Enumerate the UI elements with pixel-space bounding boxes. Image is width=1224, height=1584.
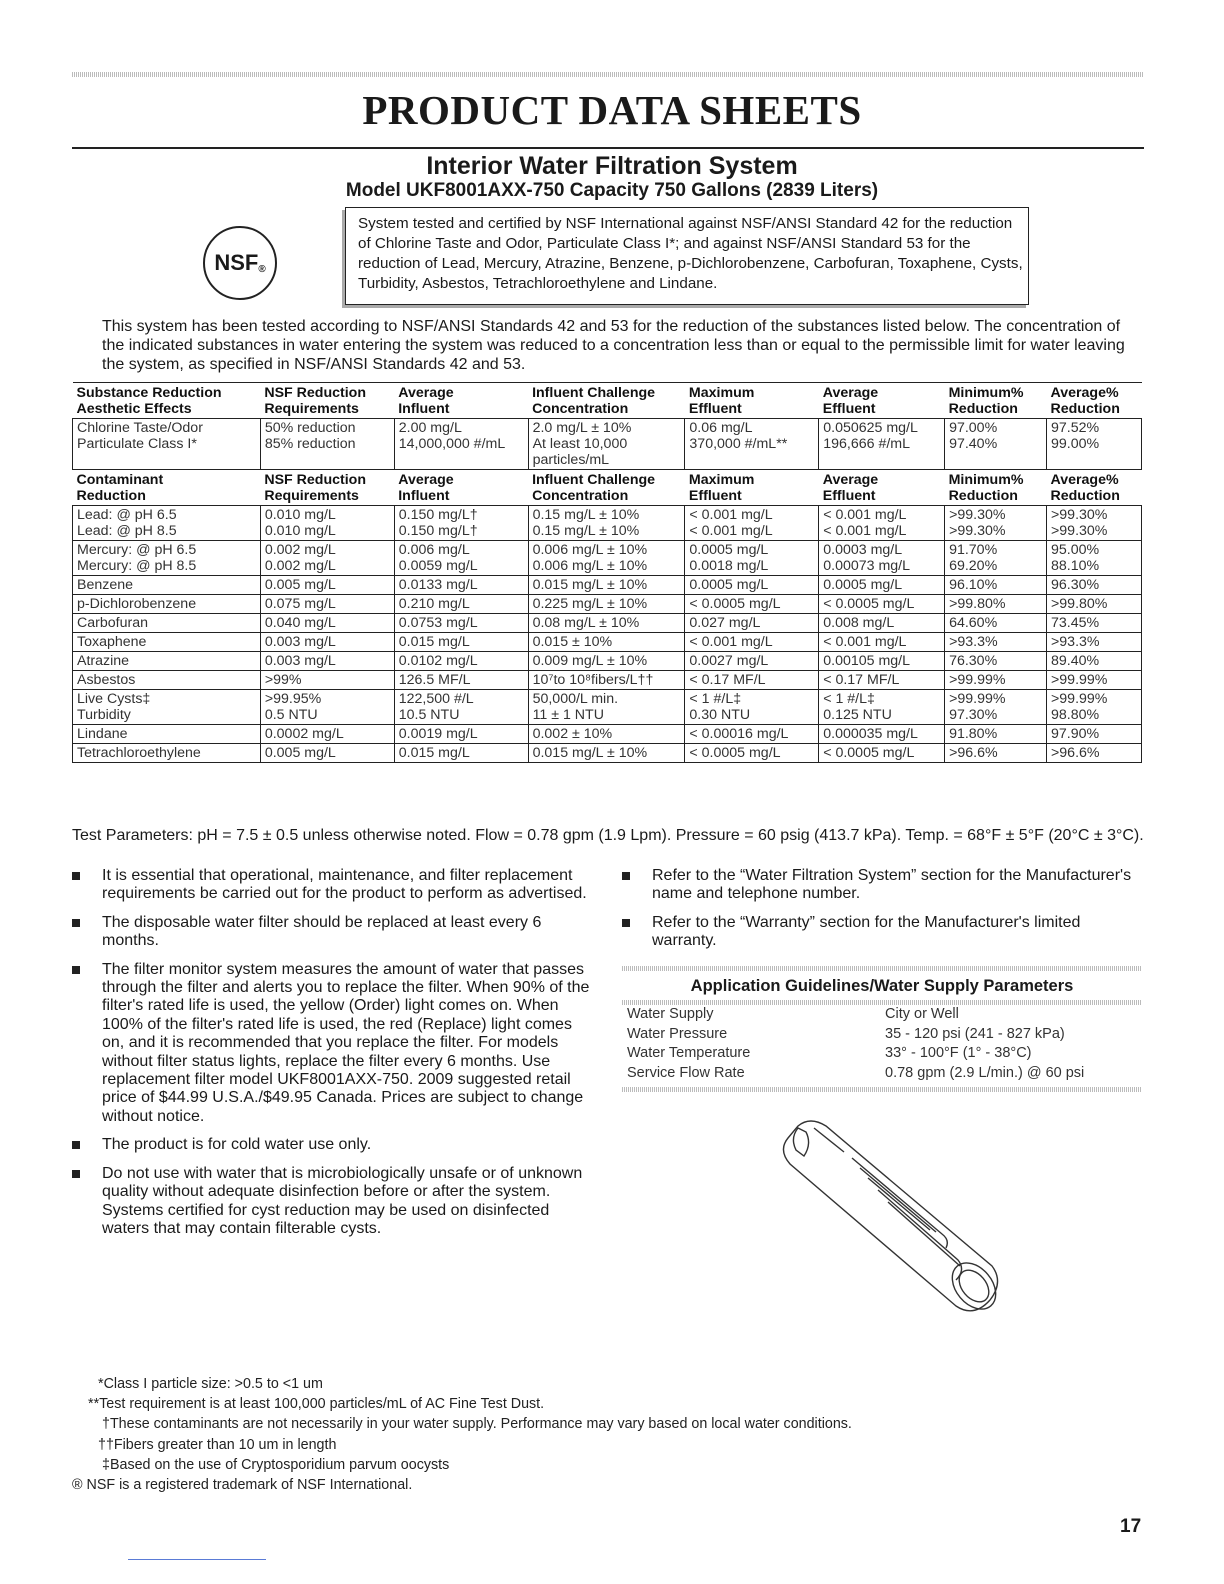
table-cell: 97.90%	[1047, 725, 1142, 744]
table-header-cell: NSF Reduction Requirements	[260, 383, 394, 419]
footnote: **Test requirement is at least 100,000 particles/mL of AC Fine Test Dust.	[88, 1396, 545, 1413]
table-row	[73, 633, 1142, 652]
table-cell: 10⁷to 10⁸fibers/L††	[528, 671, 685, 690]
table-cell: 0.010 mg/L 0.010 mg/L	[260, 506, 394, 541]
table-cell: 126.5 MF/L	[394, 671, 528, 690]
table-header-row	[73, 383, 1142, 419]
table-row	[73, 671, 1142, 690]
table-cell: Lindane	[73, 725, 261, 744]
table-cell: 0.006 mg/L 0.0059 mg/L	[394, 541, 528, 576]
table-cell: Tetrachloroethylene	[73, 744, 261, 763]
table-cell: 0.0002 mg/L	[260, 725, 394, 744]
table-cell: 0.00105 mg/L	[819, 652, 945, 671]
table-row	[73, 576, 1142, 595]
table-cell: Benzene	[73, 576, 261, 595]
table-cell: >93.3%	[1047, 633, 1142, 652]
table-header-row	[73, 470, 1142, 506]
bullet-item: Do not use with water that is microbiologically unsafe or of unknown quality without adequate disinfection before or after the system. Systems certified for cyst reduction may be used on disinfected waters that may contain filterable cysts.	[72, 1165, 592, 1239]
table-cell: 0.008 mg/L	[819, 614, 945, 633]
table-cell: Mercury: @ pH 6.5 Mercury: @ pH 8.5	[73, 541, 261, 576]
table-header-cell: Maximum Effluent	[685, 470, 819, 506]
table-header-cell: Average% Reduction	[1047, 383, 1142, 419]
application-row	[622, 1044, 1142, 1064]
nsf-logo	[203, 226, 277, 300]
table-cell: < 0.001 mg/L < 0.001 mg/L	[819, 506, 945, 541]
table-row	[73, 690, 1142, 725]
table-cell: 0.027 mg/L	[685, 614, 819, 633]
table-row	[73, 725, 1142, 744]
table-cell: 0.0005 mg/L	[685, 576, 819, 595]
application-row	[622, 1064, 1142, 1084]
certification-box: System tested and certified by NSF International against NSF/ANSI Standard 42 for the reduction of Chlorine Taste and Odor, Particulate Class I*; and against NSF/ANSI Standard 53 for the reduction of Lead, Mercury, Atrazine, Benzene, p-Dichlorobenzene, Carbofuran, Toxaphene, Cysts, Turbidity, Asbestos, Tetrachloroethylene and Lindane.	[345, 207, 1029, 305]
bullet-item: Refer to the “Water Filtration System” section for the Manufacturer's name and telephone number.	[622, 867, 1142, 904]
table-header-cell: Influent Challenge Concentration	[528, 383, 685, 419]
table-cell: 0.015 mg/L ± 10%	[528, 576, 685, 595]
bullet-list-left	[72, 867, 592, 1248]
table-cell: 97.52% 99.00%	[1047, 419, 1142, 470]
water-filter-illustration	[760, 1120, 1020, 1320]
table-cell: 0.009 mg/L ± 10%	[528, 652, 685, 671]
table-cell: >99.80%	[1047, 595, 1142, 614]
table-cell: Asbestos	[73, 671, 261, 690]
table-cell: 91.80%	[945, 725, 1047, 744]
table-cell: 0.15 mg/L ± 10% 0.15 mg/L ± 10%	[528, 506, 685, 541]
top-dotted-rule	[72, 72, 1144, 77]
table-header-cell: Average Effluent	[819, 470, 945, 506]
table-row	[73, 541, 1142, 576]
table-cell: 95.00% 88.10%	[1047, 541, 1142, 576]
table-cell: 0.005 mg/L	[260, 576, 394, 595]
table-row	[73, 595, 1142, 614]
table-cell: >93.3%	[945, 633, 1047, 652]
table-cell: >99.30% >99.30%	[1047, 506, 1142, 541]
model-line: Model UKF8001AXX-750 Capacity 750 Gallons (2839 Liters)	[345, 180, 879, 201]
table-cell: 0.0133 mg/L	[394, 576, 528, 595]
table-row	[73, 614, 1142, 633]
table-cell: 0.015 ± 10%	[528, 633, 685, 652]
table-cell: >99.99%	[1047, 671, 1142, 690]
application-title: Application Guidelines/Water Supply Parameters	[690, 977, 1074, 995]
bullet-item: It is essential that operational, maintenance, and filter replacement requirements be carried out for the product to perform as advertised.	[72, 867, 592, 904]
nsf-logo-text: NSF	[214, 250, 259, 275]
parameter-label: Water Temperature	[627, 1045, 751, 1062]
table-cell: 0.210 mg/L	[394, 595, 528, 614]
parameter-value: City or Well	[885, 1006, 959, 1022]
nsf-logo-reg: ®	[258, 263, 266, 275]
table-cell: 2.00 mg/L 14,000,000 #/mL	[394, 419, 528, 470]
table-cell: 0.002 ± 10%	[528, 725, 685, 744]
table-row	[73, 744, 1142, 763]
table-cell: >99.95% 0.5 NTU	[260, 690, 394, 725]
table-cell: >99.99% 97.30%	[945, 690, 1047, 725]
table-cell: 96.10%	[945, 576, 1047, 595]
table-header-cell: Maximum Effluent	[685, 383, 819, 419]
table-cell: 0.003 mg/L	[260, 633, 394, 652]
parameter-label: Service Flow Rate	[627, 1065, 745, 1082]
parameter-value: 0.78 gpm (2.9 L/min.) @ 60 psi	[885, 1065, 1085, 1082]
table-cell: 50% reduction 85% reduction	[260, 419, 394, 470]
table-cell: 0.0753 mg/L	[394, 614, 528, 633]
page-title: PRODUCT DATA SHEETS	[362, 87, 862, 133]
table-cell: Atrazine	[73, 652, 261, 671]
table-row	[73, 652, 1142, 671]
table-header-cell: Contaminant Reduction	[73, 470, 261, 506]
table-header-cell: Influent Challenge Concentration	[528, 470, 685, 506]
table-cell: >99.30% >99.30%	[945, 506, 1047, 541]
table-cell: 0.005 mg/L	[260, 744, 394, 763]
table-cell: 0.050625 mg/L 196,666 #/mL	[819, 419, 945, 470]
title-rule	[72, 147, 1144, 149]
table-cell: 0.0003 mg/L 0.00073 mg/L	[819, 541, 945, 576]
table-cell: 0.0102 mg/L	[394, 652, 528, 671]
table-header-cell: Minimum% Reduction	[945, 470, 1047, 506]
table-cell: 0.075 mg/L	[260, 595, 394, 614]
table-header-cell: NSF Reduction Requirements	[260, 470, 394, 506]
bullet-list-right	[622, 867, 1142, 961]
table-cell: 0.0005 mg/L 0.0018 mg/L	[685, 541, 819, 576]
bullet-item: The filter monitor system measures the amount of water that passes through the filter and alerts you to replace the filter. When 90% of the filter's rated life is used, the yellow (Order) light comes on. When 100% of the filter's rated life is used, the red (Replace) light comes on, and it is recommended that you replace the filter. For models without filter status lights, replace the filter every 6 months. Use replacement filter model UKF8001AXX-750. 2009 suggested retail price of $44.99 U.S.A./$49.95 Canada. Prices are subject to change without notice.	[72, 961, 592, 1127]
bullet-item: The disposable water filter should be replaced at least every 6 months.	[72, 914, 592, 951]
table-cell: >99%	[260, 671, 394, 690]
table-cell: 0.06 mg/L 370,000 #/mL**	[685, 419, 819, 470]
table-cell: 0.150 mg/L† 0.150 mg/L†	[394, 506, 528, 541]
section-subtitle: Interior Water Filtration System	[426, 152, 798, 180]
table-cell: 50,000/L min. 11 ± 1 NTU	[528, 690, 685, 725]
table-cell: < 0.0005 mg/L	[819, 595, 945, 614]
table-cell: 122,500 #/L 10.5 NTU	[394, 690, 528, 725]
application-table	[622, 1005, 1142, 1084]
table-cell: 0.015 mg/L	[394, 744, 528, 763]
parameter-value: 35 - 120 psi (241 - 827 kPa)	[885, 1025, 1065, 1042]
footnote: ‡Based on the use of Cryptosporidium parvum oocysts	[102, 1456, 450, 1473]
table-cell: < 1 #/L‡ 0.30 NTU	[685, 690, 819, 725]
test-parameters: Test Parameters: pH = 7.5 ± 0.5 unless otherwise noted. Flow = 0.78 gpm (1.9 Lpm). Pressure = 60 psig (413.7 kPa). Temp. = 68°F ± 5°F (20°C ± 3°C).	[72, 827, 1144, 844]
performance-data-table	[72, 382, 1142, 763]
application-top-dots	[622, 966, 1142, 971]
table-row	[73, 506, 1142, 541]
application-bottom-dots	[622, 1087, 1142, 1092]
table-cell: 0.000035 mg/L	[819, 725, 945, 744]
table-header-cell: Average Influent	[394, 470, 528, 506]
table-cell: 64.60%	[945, 614, 1047, 633]
table-cell: < 0.00016 mg/L	[685, 725, 819, 744]
table-cell: < 1 #/L‡ 0.125 NTU	[819, 690, 945, 725]
table-header-cell: Substance Reduction Aesthetic Effects	[73, 383, 261, 419]
table-cell: 97.00% 97.40%	[945, 419, 1047, 470]
table-cell: 0.0005 mg/L	[819, 576, 945, 595]
table-cell: Carbofuran	[73, 614, 261, 633]
table-cell: < 0.001 mg/L < 0.001 mg/L	[685, 506, 819, 541]
table-cell: 73.45%	[1047, 614, 1142, 633]
table-cell: < 0.001 mg/L	[819, 633, 945, 652]
parameter-value: 33° - 100°F (1° - 38°C)	[885, 1045, 1032, 1062]
table-cell: 76.30%	[945, 652, 1047, 671]
table-cell: Lead: @ pH 6.5 Lead: @ pH 8.5	[73, 506, 261, 541]
application-row	[622, 1005, 1142, 1025]
table-cell: 0.006 mg/L ± 10% 0.006 mg/L ± 10%	[528, 541, 685, 576]
table-cell: < 0.0005 mg/L	[685, 595, 819, 614]
table-cell: >96.6%	[1047, 744, 1142, 763]
table-cell: >99.99%	[945, 671, 1047, 690]
footnote: ††Fibers greater than 10 um in length	[98, 1436, 337, 1453]
footnote: †These contaminants are not necessarily in your water supply. Performance may vary based on local water conditions.	[102, 1416, 852, 1433]
footnotes	[72, 1374, 852, 1495]
table-cell: >96.6%	[945, 744, 1047, 763]
table-cell: 0.0019 mg/L	[394, 725, 528, 744]
table-cell: < 0.0005 mg/L	[685, 744, 819, 763]
table-cell: 0.225 mg/L ± 10%	[528, 595, 685, 614]
table-cell: 0.0027 mg/L	[685, 652, 819, 671]
table-cell: 0.002 mg/L 0.002 mg/L	[260, 541, 394, 576]
table-cell: Toxaphene	[73, 633, 261, 652]
parameter-label: Water Pressure	[627, 1025, 728, 1042]
table-cell: Live Cysts‡ Turbidity	[73, 690, 261, 725]
table-header-cell: Average Effluent	[819, 383, 945, 419]
table-cell: 96.30%	[1047, 576, 1142, 595]
table-cell: 0.003 mg/L	[260, 652, 394, 671]
table-cell: 89.40%	[1047, 652, 1142, 671]
table-cell: < 0.0005 mg/L	[819, 744, 945, 763]
parameter-label: Water Supply	[627, 1006, 714, 1022]
table-cell: 91.70% 69.20%	[945, 541, 1047, 576]
table-cell: < 0.17 MF/L	[819, 671, 945, 690]
table-cell: 0.015 mg/L ± 10%	[528, 744, 685, 763]
footnote: *Class I particle size: >0.5 to <1 um	[98, 1376, 323, 1392]
table-cell: >99.99% 98.80%	[1047, 690, 1142, 725]
footnote: ® NSF is a registered trademark of NSF International.	[72, 1477, 413, 1494]
table-cell: >99.80%	[945, 595, 1047, 614]
table-header-cell: Average Influent	[394, 383, 528, 419]
table-cell: 0.08 mg/L ± 10%	[528, 614, 685, 633]
intro-paragraph: This system has been tested according to NSF/ANSI Standards 42 and 53 for the reduction of the substances listed below. The concentration of the indicated substances in water entering the system was reduced to a concentration less than or equal to the permissible limit for water leaving the system, as specified in NSF/ANSI Standards 42 and 53.	[102, 318, 1125, 373]
table-header-cell: Average% Reduction	[1047, 470, 1142, 506]
table-cell: < 0.001 mg/L	[685, 633, 819, 652]
table-cell: Chlorine Taste/Odor Particulate Class I*	[73, 419, 261, 470]
table-cell: 2.0 mg/L ± 10% At least 10,000 particles/mL	[528, 419, 685, 470]
bullet-item: The product is for cold water use only.	[72, 1136, 592, 1154]
table-header-cell: Minimum% Reduction	[945, 383, 1047, 419]
table-cell: < 0.17 MF/L	[685, 671, 819, 690]
page-number: 17	[1120, 1516, 1142, 1537]
application-row	[622, 1025, 1142, 1045]
bottom-link-rule	[128, 1559, 266, 1560]
bullet-item: Refer to the “Warranty” section for the Manufacturer's limited warranty.	[622, 914, 1142, 951]
table-cell: 0.040 mg/L	[260, 614, 394, 633]
table-cell: 0.015 mg/L	[394, 633, 528, 652]
table-cell: p-Dichlorobenzene	[73, 595, 261, 614]
table-row	[73, 419, 1142, 470]
